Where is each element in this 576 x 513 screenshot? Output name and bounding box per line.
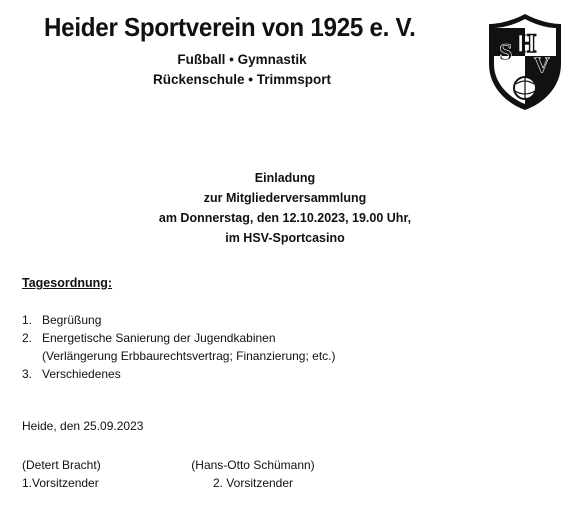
crest-letter-s: S (499, 40, 513, 66)
agenda-item (22, 329, 336, 347)
signatory-2-role: 2. Vorsitzender (212, 476, 294, 490)
signatory-1-name: (Detert Bracht) (22, 458, 101, 472)
place-date: Heide, den 25.09.2023 (22, 419, 144, 433)
agenda-item-subtext: (Verlängerung Erbbaurechtsvertrag; Finanzierung; etc.) (42, 349, 336, 363)
agenda-item (22, 311, 336, 329)
invitation-purpose: zur Mitgliederversammlung (203, 191, 367, 205)
crest-letter-v: V (534, 52, 550, 77)
subtitle-line-1: Fußball • Gymnastik (177, 52, 307, 67)
agenda-item-text: Energetische Sanierung der Jugendkabinen (42, 331, 276, 345)
club-crest-logo (486, 12, 564, 112)
invitation-block (120, 168, 450, 248)
agenda-item (22, 365, 336, 383)
signature-block-1 (22, 456, 101, 492)
club-subtitle (147, 50, 337, 90)
club-name: Heider Sportverein von 1925 e. V. (44, 12, 416, 42)
invitation-location: im HSV-Sportcasino (225, 231, 345, 245)
signatory-1-role: 1.Vorsitzender (22, 476, 99, 490)
agenda-title: Tagesordnung: (22, 276, 113, 290)
invitation-title: Einladung (254, 171, 316, 185)
crest-letter-h: H (516, 29, 537, 58)
signatory-2-name: (Hans-Otto Schümann) (191, 458, 315, 472)
invitation-datetime: am Donnerstag, den 12.10.2023, 19.00 Uhr, (158, 211, 412, 225)
agenda-item-number: 3. (22, 367, 33, 381)
agenda-list (22, 311, 336, 383)
agenda-item-text: Begrüßung (42, 313, 102, 327)
subtitle-line-2: Rückenschule • Trimmsport (152, 72, 332, 87)
signature-block-2 (188, 456, 318, 492)
agenda-item-number: 2. (22, 331, 33, 345)
agenda-item-text: Verschiedenes (42, 367, 121, 381)
agenda-item-number: 1. (22, 313, 33, 327)
